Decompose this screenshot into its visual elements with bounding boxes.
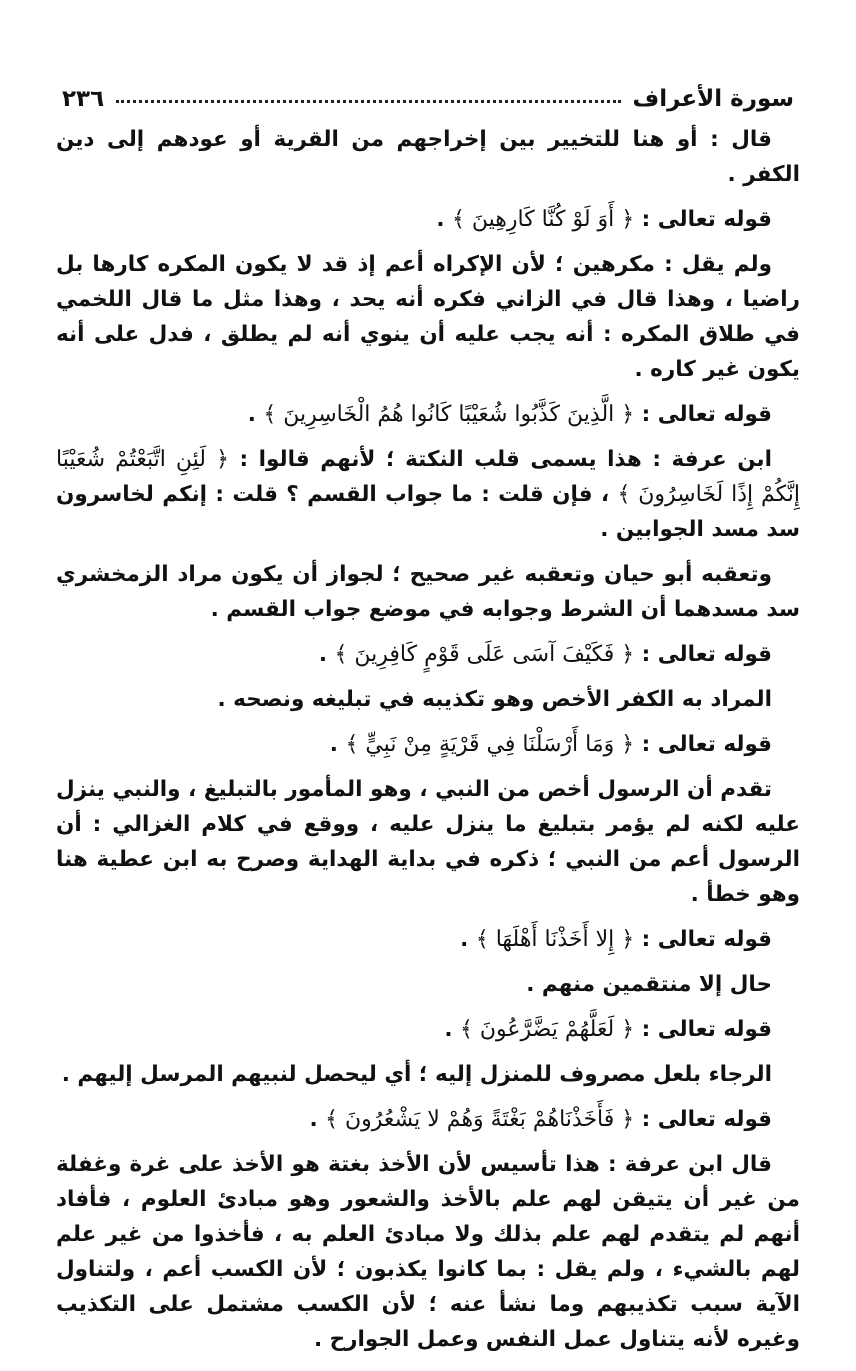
citation-label: قوله تعالى : bbox=[641, 207, 772, 232]
verse-citation bbox=[56, 397, 800, 432]
paragraph-text: ولم يقل : مكرهين ؛ لأن الإكراه أعم إذ قد لا يكون المكره كارها بل راضيا ، وهذا قال في الزاني فكره أنه يحد ، وهذا مثل ما قال اللخمي في طلاق المكره : أنه يجب عليه أن ينوي أنه لم يطلق ، فدل على أنه يكون غير كاره . bbox=[56, 252, 800, 382]
citation-end: . bbox=[329, 732, 346, 757]
citation-end: . bbox=[460, 927, 476, 952]
citation-label: قوله تعالى : bbox=[641, 402, 772, 427]
citation-label: قوله تعالى : bbox=[641, 642, 772, 667]
citation-end: . bbox=[444, 1017, 461, 1042]
quran-verse: ﴿ فَأَخَذْنَاهُمْ بَغْتَةً وَهُمْ لا يَشْعُرُونَ ﴾ bbox=[325, 1107, 635, 1132]
citation-end: . bbox=[318, 642, 335, 667]
quran-verse: ﴿ إِلا أَخَذْنَا أَهْلَهَا ﴾ bbox=[475, 927, 635, 952]
citation-end: . bbox=[309, 1107, 326, 1132]
paragraph-text: ، فإن قلت : ما جواب القسم ؟ قلت : إنكم لخاسرون سد مسد الجوابين . bbox=[56, 482, 800, 542]
paragraph bbox=[56, 967, 800, 1002]
paragraph-text: تقدم أن الرسول أخص من النبي ، وهو المأمور بالتبليغ ، والنبي ينزل عليه لكنه لم يؤمر بتبليغ ما ينزل عليه ، ووقع في كلام الغزالي : أن الرسول أعم من النبي ؛ ذكره في بداية الهداية وصرح به ابن عطية هنا وهو خطأ . bbox=[56, 777, 800, 907]
citation-end: . bbox=[247, 402, 264, 427]
verse-citation bbox=[56, 1012, 800, 1047]
paragraph-text: المراد به الكفر الأخص وهو تكذيبه في تبليغه ونصحه . bbox=[217, 687, 772, 712]
citation-label: قوله تعالى : bbox=[641, 927, 772, 952]
quran-verse: ﴿ لَئِنِ اتَّبَعْتُمْ شُعَيْبًا إِنَّكُمْ إِذًا لَخَاسِرُونَ ﴾ bbox=[56, 447, 800, 507]
paragraph bbox=[56, 557, 800, 627]
paragraph bbox=[56, 682, 800, 717]
header-dotted-leader bbox=[116, 100, 620, 103]
running-header bbox=[62, 78, 794, 112]
paragraph bbox=[56, 442, 800, 547]
paragraph bbox=[56, 1147, 800, 1357]
paragraph-text: الرجاء بلعل مصروف للمنزل إليه ؛ أي ليحصل لنبيهم المرسل إليهم . bbox=[61, 1062, 772, 1087]
paragraph-text: وتعقبه أبو حيان وتعقبه غير صحيح ؛ لجواز أن يكون مراد الزمخشري سد مسدهما أن الشرط وجوابه في موضع جواب القسم . bbox=[56, 562, 800, 622]
verse-citation bbox=[56, 1102, 800, 1137]
quran-verse: ﴿ الَّذِينَ كَذَّبُوا شُعَيْبًا كَانُوا هُمُ الْخَاسِرِينَ ﴾ bbox=[263, 402, 635, 427]
citation-label: قوله تعالى : bbox=[641, 1107, 772, 1132]
paragraph bbox=[56, 1057, 800, 1092]
paragraph-text: ابن عرفة : هذا يسمى قلب النكتة ؛ لأنهم قالوا : bbox=[228, 447, 772, 472]
surah-title: سورة الأعراف bbox=[632, 86, 794, 112]
citation-label: قوله تعالى : bbox=[641, 1017, 772, 1042]
verse-citation bbox=[56, 202, 800, 237]
quran-verse: ﴿ فَكَيْفَ آسَى عَلَى قَوْمٍ كَافِرِينَ ﴾ bbox=[334, 642, 635, 667]
page-number: ٢٣٦ bbox=[62, 86, 105, 112]
quran-verse: ﴿ أَوَ لَوْ كُنَّا كَارِهِينَ ﴾ bbox=[452, 207, 635, 232]
paragraph-text: حال إلا منتقمين منهم . bbox=[526, 972, 772, 997]
verse-citation bbox=[56, 727, 800, 762]
citation-end: . bbox=[436, 207, 452, 232]
paragraph bbox=[56, 772, 800, 912]
verse-citation bbox=[56, 637, 800, 672]
citation-label: قوله تعالى : bbox=[641, 732, 772, 757]
paragraph bbox=[56, 122, 800, 192]
page-body bbox=[56, 122, 800, 1367]
quran-verse: ﴿ وَمَا أَرْسَلْنَا فِي قَرْيَةٍ مِنْ نَبِيٍّ ﴾ bbox=[345, 732, 635, 757]
paragraph-text: قال : أو هنا للتخيير بين إخراجهم من القرية أو عودهم إلى دين الكفر . bbox=[56, 127, 800, 187]
paragraph-text: قال ابن عرفة : هذا تأسيس لأن الأخذ بغتة هو الأخذ على غرة وغفلة من غير أن يتيقن لهم علم بالأخذ والشعور وهو مبادئ العلوم ، فأفاد أنهم لم يتقدم لهم علم بذلك ولا مبادئ العلم به ، فأخذوا من غير علم لهم بالشيء ، ولم يقل : بما كانوا يكذبون ؛ لأن الكسب أعم ، ولتناول الآية سبب تكذيبهم وما نشأ عنه ؛ لأن الكسب مشتمل على التكذيب وغيره لأنه يتناول عمل النفس وعمل الجوارح . bbox=[56, 1152, 800, 1352]
quran-verse: ﴿ لَعَلَّهُمْ يَضَّرَّعُونَ ﴾ bbox=[460, 1017, 635, 1042]
paragraph bbox=[56, 247, 800, 387]
verse-citation bbox=[56, 922, 800, 957]
